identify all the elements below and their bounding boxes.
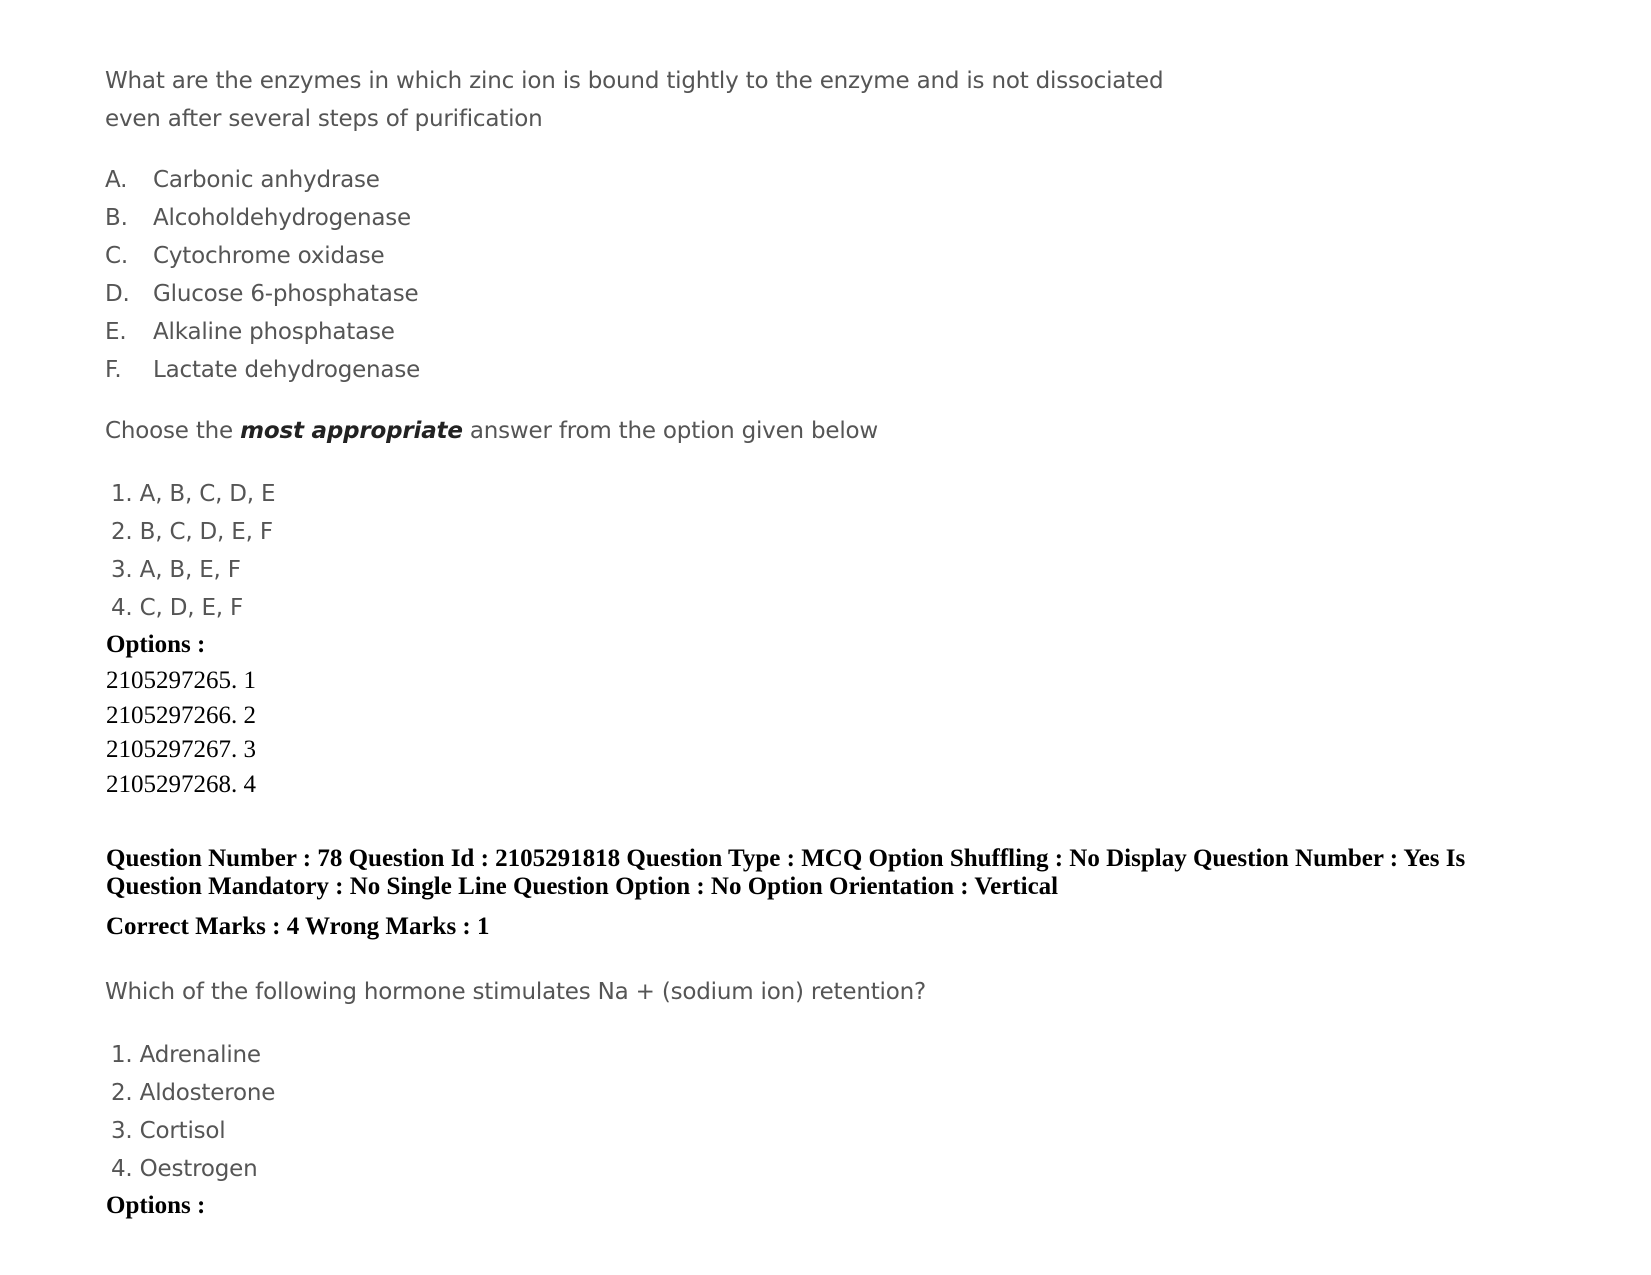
statement-text: Alkaline phosphatase xyxy=(153,319,395,345)
question-77-stem xyxy=(105,62,1205,138)
statement-letter: D. xyxy=(105,281,130,307)
answer-item: 1. A, B, C, D, E xyxy=(111,481,276,507)
answer-item: 2. B, C, D, E, F xyxy=(111,519,273,545)
statement-item xyxy=(105,351,420,389)
statement-text: Alcoholdehydrogenase xyxy=(153,205,411,231)
statement-text: Lactate dehydrogenase xyxy=(153,357,421,383)
statement-item xyxy=(105,275,420,313)
answer-item: 2. Aldosterone xyxy=(111,1080,276,1106)
choose-suffix: answer from the option given below xyxy=(462,418,879,444)
statement-list xyxy=(105,161,420,389)
answer-list xyxy=(111,475,275,627)
statement-letter: E. xyxy=(105,319,127,345)
question-77-stem-line2: even after several steps of purification xyxy=(105,106,543,132)
statement-item xyxy=(105,313,420,351)
question-78-marks: Correct Marks : 4 Wrong Marks : 1 xyxy=(106,913,490,940)
answer-item: 1. Adrenaline xyxy=(111,1042,261,1068)
statement-item xyxy=(105,161,420,199)
answer-item: 4. Oestrogen xyxy=(111,1156,258,1182)
option-id-item: 2105297267. 3 xyxy=(106,736,256,763)
statement-item xyxy=(105,237,420,275)
statement-letter: A. xyxy=(105,167,128,193)
statement-letter: F. xyxy=(105,357,122,383)
question-78-metadata xyxy=(106,845,1546,901)
statement-letter: C. xyxy=(105,243,128,269)
choose-emphasis: most appropriate xyxy=(240,418,463,444)
option-id-item: 2105297266. 2 xyxy=(106,701,256,729)
question-77-stem-line1: What are the enzymes in which zinc ion is bound tightly to the enzyme and is not dissociated xyxy=(105,68,1164,94)
answer-item: 3. A, B, E, F xyxy=(111,557,241,583)
question-78-meta-line2: Question Mandatory : No Single Line Question Option : No Option Orientation : Vertical xyxy=(106,873,1059,900)
answer-item: 4. C, D, E, F xyxy=(111,595,244,621)
statement-item xyxy=(105,199,420,237)
answer-item: 3. Cortisol xyxy=(111,1118,226,1144)
choose-instruction xyxy=(105,412,878,450)
options-heading-78: Options : xyxy=(106,1192,206,1219)
statement-text: Cytochrome oxidase xyxy=(153,243,385,269)
statement-text: Glucose 6-phosphatase xyxy=(153,281,419,307)
options-heading: Options : xyxy=(106,631,206,658)
option-id-list xyxy=(106,664,256,802)
statement-text: Carbonic anhydrase xyxy=(153,167,380,193)
statement-letter: B. xyxy=(105,205,128,231)
option-id-item: 2105297268. 4 xyxy=(106,770,256,798)
option-id-item: 2105297265. 1 xyxy=(106,667,256,694)
choose-prefix: Choose the xyxy=(105,418,241,444)
question-78-meta-line1: Question Number : 78 Question Id : 2105291818 Question Type : MCQ Option Shuffling : No Display Question Number : Yes Is xyxy=(106,845,1466,872)
answer-list-78 xyxy=(111,1036,275,1188)
question-78-stem: Which of the following hormone stimulates Na + (sodium ion) retention? xyxy=(105,979,926,1005)
